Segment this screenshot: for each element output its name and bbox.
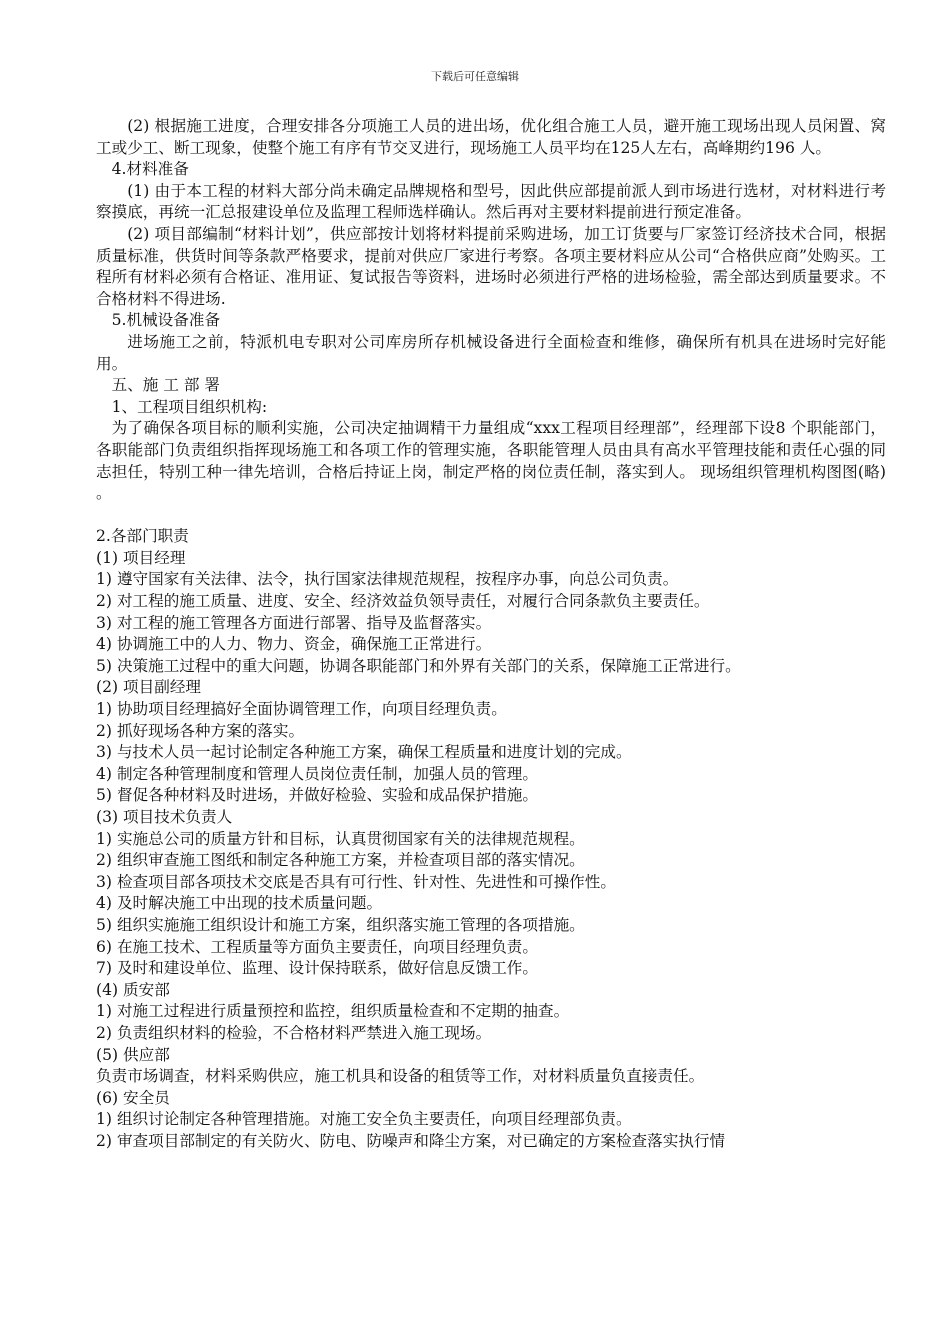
paragraph: 1) 对施工过程进行质量预控和监控，组织质量检查和不定期的抽查。 (96, 1002, 570, 1021)
paragraph: 6) 在施工技术、工程质量等方面负主要责任，向项目经理负责。 (96, 937, 538, 956)
paragraph: 负责市场调查，材料采购供应，施工机具和设备的租赁等工作，对材料质量负直接责任。 (96, 1067, 705, 1086)
paragraph: 2) 抓好现场各种方案的落实。 (96, 721, 305, 740)
paragraph: 4) 及时解决施工中出现的技术质量问题。 (96, 894, 383, 913)
paragraph: 进场施工之前，特派机电专职对公司库房所存机械设备进行全面检查和维修，确保所有机具在进场时完好能用。 (96, 332, 886, 373)
paragraph: (1) 项目经理 (96, 548, 186, 567)
paragraph: 1) 实施总公司的质量方针和目标，认真贯彻国家有关的法律规范规程。 (96, 829, 585, 848)
paragraph: (3) 项目技术负责人 (96, 808, 233, 826)
paragraph: 2) 负责组织材料的检验，不合格材料严禁进入施工现场。 (96, 1023, 492, 1042)
paragraph: (2) 根据施工进度，合理安排各分项施工人员的进出场，优化组合施工人员，避开施工现场出现人员闲置、窝工或少工、断工现象，使整个施工有序有节交叉进行，现场施工人员平均在125人左右，高峰期约196 人。 (96, 117, 886, 157)
paragraph: 3) 对工程的施工管理各方面进行部署、指导及监督落实。 (96, 613, 492, 632)
page-header: 下载后可任意编辑 (431, 70, 519, 83)
document-body (96, 116, 886, 1153)
paragraph: (5) 供应部 (96, 1045, 170, 1064)
paragraph: 5) 组织实施施工组织设计和施工方案，组织落实施工管理的各项措施。 (96, 915, 585, 934)
paragraph: 为了确保各项目标的顺利实施，公司决定抽调精干力量组成“xxx工程项目经理部”，经理部下设8 个职能部门，各职能部门负责组织指挥现场施工和各项工作的管理实施，各职能管理人员由具有高水平管理技能和责任心强的同志担任，特别工种一律先培训，合格后持证上岗，制定严格的岗位责任制，落实到人。 现场组织管理机构图图(略) 。 (96, 419, 886, 503)
paragraph: (2) 项目部编制“材料计划”，供应部按计划将材料提前采购进场，加工订货要与厂家签订经济技术合同，根据质量标准，供货时间等条款严格要求，提前对供应厂家进行考察。各项主要材料应从公司“合格供应商”处购买。工程所有材料必须有合格证、准用证、复试报告等资料，进场时必须进行严格的进场检验，需全部达到质量要求。不合格材料不得进场. (96, 224, 886, 308)
paragraph: 1) 遵守国家有关法律、法令，执行国家法律规范规程，按程序办事，向总公司负责。 (96, 570, 679, 589)
paragraph: 4.材料准备 (111, 160, 189, 179)
paragraph: 5.机械设备准备 (111, 311, 221, 330)
paragraph: 2) 审查项目部制定的有关防火、防电、防噪声和降尘方案，对已确定的方案检查落实执行情 (96, 1131, 726, 1150)
paragraph: 7) 及时和建设单位、监理、设计保持联系，做好信息反馈工作。 (96, 959, 538, 978)
paragraph: 3) 与技术人员一起讨论制定各种施工方案，确保工程质量和进度计划的完成。 (96, 743, 632, 762)
blank-line (96, 505, 886, 527)
paragraph: 3) 检查项目部各项技术交底是否具有可行性、针对性、先进性和可操作性。 (96, 872, 616, 891)
paragraph: 4) 制定各种管理制度和管理人员岗位责任制，加强人员的管理。 (96, 764, 538, 783)
paragraph: (4) 质安部 (96, 980, 170, 999)
paragraph: 5) 决策施工过程中的重大问题，协调各职能部门和外界有关部门的关系，保障施工正常进行。 (96, 656, 741, 675)
paragraph: (6) 安全员 (96, 1088, 170, 1107)
paragraph: (2) 项目副经理 (96, 678, 202, 697)
paragraph: 1) 协助项目经理搞好全面协调管理工作，向项目经理负责。 (96, 700, 507, 719)
paragraph: 2) 组织审查施工图纸和制定各种施工方案，并检查项目部的落实情况。 (96, 851, 585, 870)
paragraph: (1) 由于本工程的材料大部分尚未确定品牌规格和型号，因此供应部提前派人到市场进行选材，对材料进行考察摸底，再统一汇总报建设单位及监理工程师选样确认。然后再对主要材料提前进行预定准备。 (96, 181, 886, 222)
paragraph: 1) 组织讨论制定各种管理措施。对施工安全负主要责任，向项目经理部负责。 (96, 1110, 632, 1129)
paragraph: 2) 对工程的施工质量、进度、安全、经济效益负领导责任，对履行合同条款负主要责任。 (96, 592, 710, 611)
paragraph: 1、工程项目组织机构: (111, 397, 268, 416)
paragraph: 五、施 工 部 署 (111, 376, 221, 395)
paragraph: 4) 协调施工中的人力、物力、资金，确保施工正常进行。 (96, 635, 492, 654)
paragraph: 2.各部门职责 (96, 527, 189, 546)
paragraph: 5) 督促各种材料及时进场，并做好检验、实验和成品保护措施。 (96, 786, 538, 805)
